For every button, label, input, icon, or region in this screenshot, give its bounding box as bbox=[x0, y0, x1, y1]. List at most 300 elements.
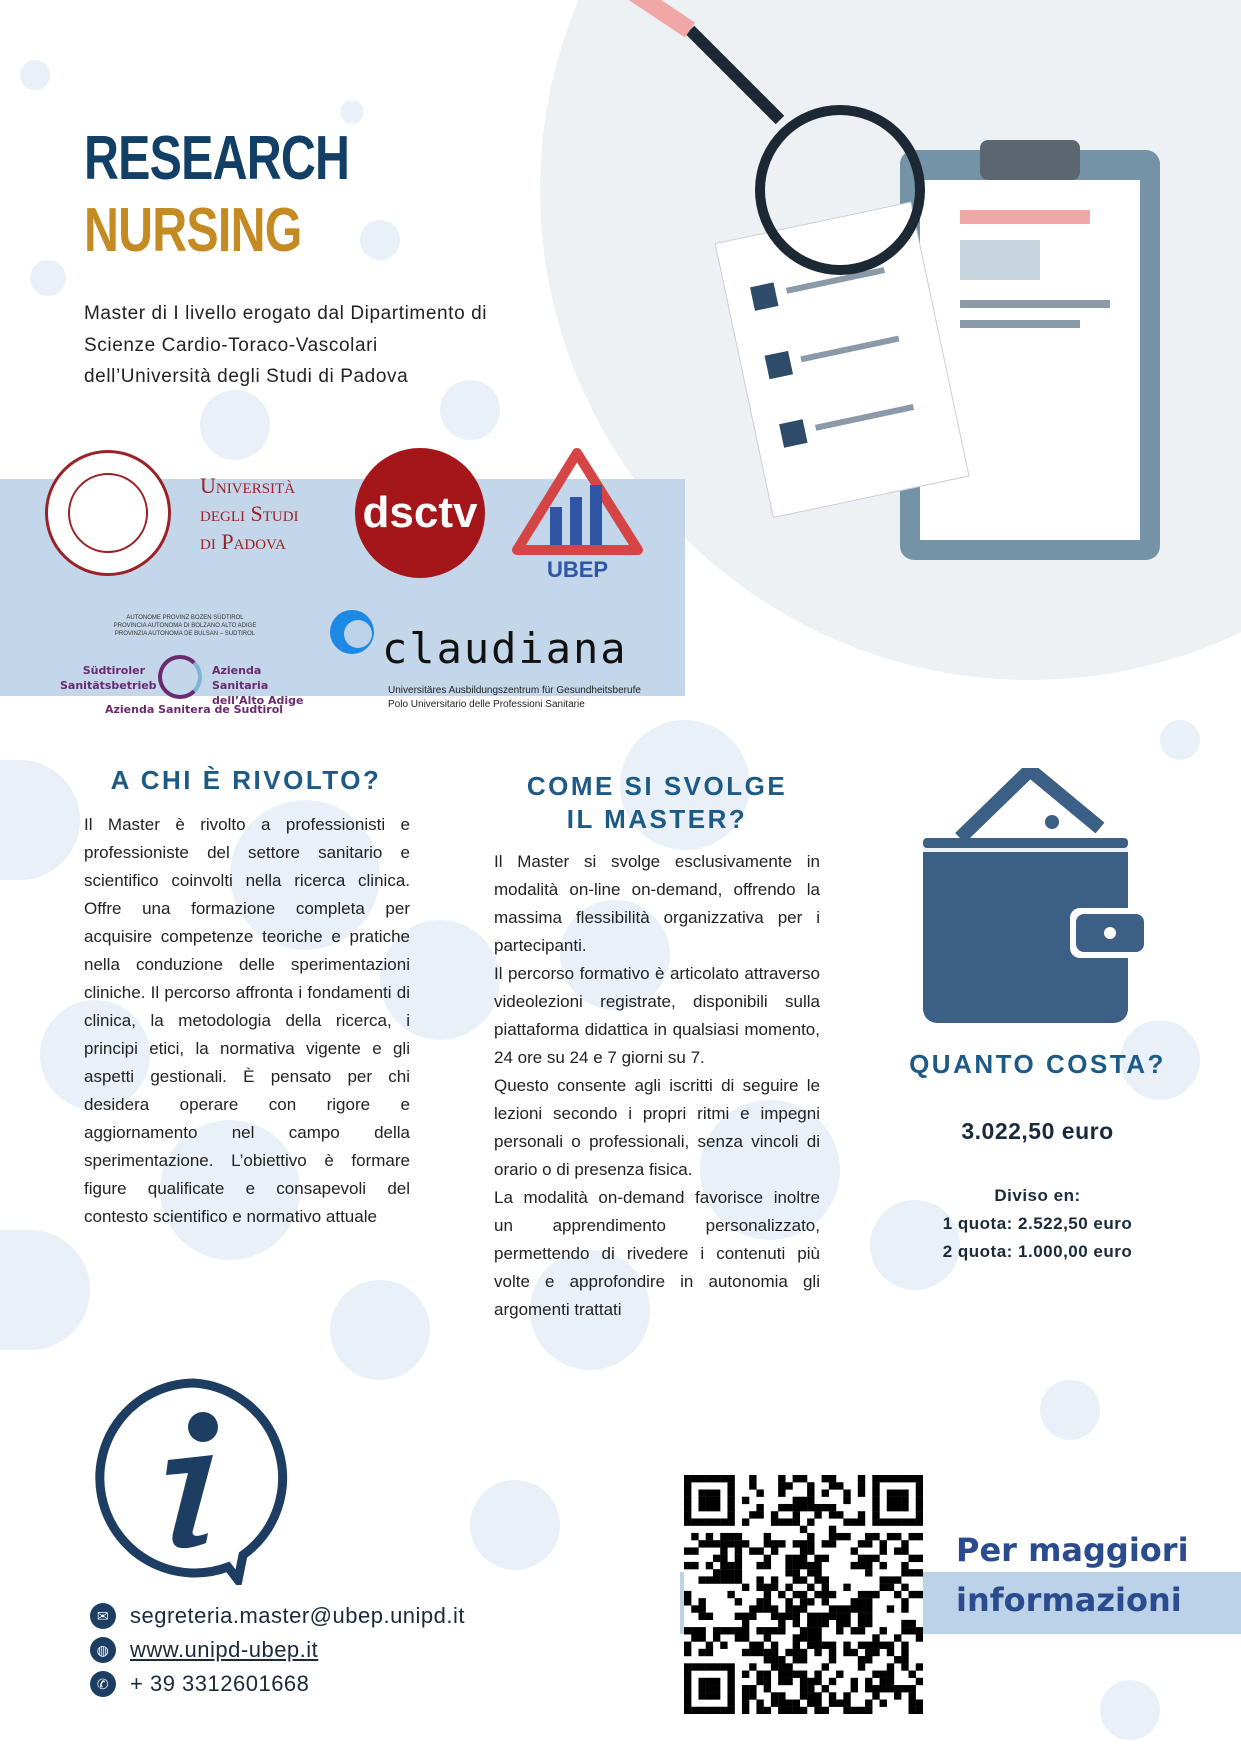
qr-module bbox=[720, 1627, 727, 1634]
phone-number[interactable]: + 39 3312601668 bbox=[130, 1671, 310, 1696]
qr-module bbox=[713, 1685, 720, 1692]
qr-module bbox=[698, 1627, 705, 1634]
qr-module bbox=[901, 1627, 908, 1634]
qr-module bbox=[880, 1642, 887, 1649]
qr-module bbox=[698, 1540, 705, 1547]
qr-module bbox=[742, 1692, 749, 1699]
qr-module bbox=[778, 1591, 785, 1598]
qr-module bbox=[684, 1649, 691, 1656]
qr-module bbox=[691, 1475, 698, 1482]
qr-module bbox=[851, 1562, 858, 1569]
qr-code[interactable] bbox=[684, 1475, 923, 1714]
qr-module bbox=[756, 1547, 763, 1554]
qr-module bbox=[684, 1547, 691, 1554]
qr-module bbox=[800, 1627, 807, 1634]
qr-module bbox=[785, 1663, 792, 1670]
qr-module bbox=[756, 1605, 763, 1612]
qr-module bbox=[771, 1576, 778, 1583]
qr-module bbox=[901, 1540, 908, 1547]
qr-module bbox=[785, 1562, 792, 1569]
provincia-text: PROVINCIA AUTONOMA DI BOLZANO ALTO ADIGE bbox=[113, 623, 257, 629]
qr-module bbox=[706, 1489, 713, 1496]
section-text-come-si-svolge bbox=[494, 848, 820, 1324]
qr-module bbox=[698, 1692, 705, 1699]
qr-module bbox=[814, 1642, 821, 1649]
qr-module bbox=[764, 1533, 771, 1540]
qr-module bbox=[822, 1707, 829, 1714]
qr-module bbox=[814, 1692, 821, 1699]
qr-module bbox=[851, 1518, 858, 1525]
qr-module bbox=[858, 1613, 865, 1620]
qr-module bbox=[742, 1634, 749, 1641]
qr-module bbox=[727, 1707, 734, 1714]
quota-2: 2 quota: 1.000,00 euro bbox=[942, 1242, 1133, 1261]
qr-module bbox=[684, 1497, 691, 1504]
qr-module bbox=[858, 1518, 865, 1525]
qr-module bbox=[865, 1540, 872, 1547]
qr-module bbox=[916, 1489, 923, 1496]
subtitle bbox=[84, 298, 487, 393]
qr-module bbox=[858, 1482, 865, 1489]
qr-module bbox=[684, 1707, 691, 1714]
qr-module bbox=[901, 1649, 908, 1656]
qr-module bbox=[698, 1518, 705, 1525]
qr-module bbox=[901, 1569, 908, 1576]
ubep-logo bbox=[510, 445, 645, 585]
qr-module bbox=[807, 1685, 814, 1692]
qr-module bbox=[778, 1613, 785, 1620]
qr-module bbox=[909, 1591, 916, 1598]
qr-module bbox=[901, 1518, 908, 1525]
qr-module bbox=[684, 1518, 691, 1525]
qr-module bbox=[742, 1685, 749, 1692]
qr-module bbox=[698, 1605, 705, 1612]
qr-module bbox=[785, 1649, 792, 1656]
qr-module bbox=[894, 1692, 901, 1699]
qr-module bbox=[822, 1584, 829, 1591]
qr-module bbox=[901, 1685, 908, 1692]
qr-module bbox=[836, 1482, 843, 1489]
qr-module bbox=[814, 1569, 821, 1576]
qr-module bbox=[698, 1475, 705, 1482]
qr-module bbox=[785, 1482, 792, 1489]
qr-module bbox=[706, 1707, 713, 1714]
qr-module bbox=[742, 1649, 749, 1656]
qr-module bbox=[749, 1613, 756, 1620]
qr-module bbox=[916, 1511, 923, 1518]
qr-module bbox=[909, 1533, 916, 1540]
asdaa-text: Südtiroler bbox=[82, 664, 145, 677]
qr-module bbox=[735, 1562, 742, 1569]
qr-module bbox=[909, 1627, 916, 1634]
qr-module bbox=[909, 1671, 916, 1678]
qr-module bbox=[865, 1649, 872, 1656]
qr-module bbox=[778, 1627, 785, 1634]
qr-module bbox=[901, 1663, 908, 1670]
qr-module bbox=[698, 1497, 705, 1504]
qr-module bbox=[713, 1497, 720, 1504]
qr-module bbox=[807, 1569, 814, 1576]
qr-module bbox=[916, 1475, 923, 1482]
qr-module bbox=[822, 1489, 829, 1496]
asdaa-text: dell’Alto Adige bbox=[212, 694, 304, 707]
qr-module bbox=[713, 1678, 720, 1685]
qr-module bbox=[807, 1540, 814, 1547]
qr-module bbox=[742, 1707, 749, 1714]
qr-module bbox=[807, 1518, 814, 1525]
qr-module bbox=[684, 1511, 691, 1518]
qr-module bbox=[822, 1555, 829, 1562]
qr-module bbox=[778, 1620, 785, 1627]
qr-module bbox=[872, 1518, 879, 1525]
paragraph: Il percorso formativo è articolato attraverso videolezioni registrate, disponibili sulla piattaforma didattica in qualsiasi momento, 24 ore su 24 e 7 giorni su 7. bbox=[494, 964, 820, 1067]
qr-module bbox=[785, 1700, 792, 1707]
qr-module bbox=[865, 1685, 872, 1692]
qr-module bbox=[684, 1642, 691, 1649]
qr-module bbox=[901, 1656, 908, 1663]
qr-module bbox=[836, 1511, 843, 1518]
qr-module bbox=[749, 1642, 756, 1649]
qr-module bbox=[720, 1533, 727, 1540]
qr-module bbox=[720, 1642, 727, 1649]
qr-module bbox=[785, 1678, 792, 1685]
dsctv-logo bbox=[355, 448, 485, 578]
qr-module bbox=[916, 1497, 923, 1504]
qr-module bbox=[706, 1678, 713, 1685]
qr-module bbox=[706, 1475, 713, 1482]
qr-module bbox=[909, 1685, 916, 1692]
qr-module bbox=[807, 1700, 814, 1707]
qr-module bbox=[858, 1598, 865, 1605]
qr-module bbox=[698, 1634, 705, 1641]
qr-module bbox=[735, 1613, 742, 1620]
qr-module bbox=[887, 1678, 894, 1685]
qr-module bbox=[778, 1700, 785, 1707]
provincia-logo bbox=[100, 614, 270, 638]
qr-module bbox=[901, 1547, 908, 1554]
qr-module bbox=[814, 1511, 821, 1518]
phone-icon: ✆ bbox=[90, 1671, 116, 1697]
qr-module bbox=[829, 1678, 836, 1685]
subtitle-line: Scienze Cardio-Toraco-Vascolari bbox=[84, 334, 378, 356]
qr-module bbox=[807, 1504, 814, 1511]
qr-module bbox=[887, 1671, 894, 1678]
qr-module bbox=[829, 1511, 836, 1518]
qr-module bbox=[800, 1504, 807, 1511]
qr-module bbox=[764, 1649, 771, 1656]
qr-module bbox=[793, 1504, 800, 1511]
qr-module bbox=[858, 1605, 865, 1612]
qr-module bbox=[800, 1547, 807, 1554]
qr-module bbox=[793, 1518, 800, 1525]
qr-module bbox=[698, 1649, 705, 1656]
qr-module bbox=[742, 1671, 749, 1678]
qr-module bbox=[727, 1685, 734, 1692]
claudiana-name: claudiana bbox=[382, 624, 628, 673]
qr-module bbox=[735, 1540, 742, 1547]
qr-module bbox=[872, 1511, 879, 1518]
qr-module bbox=[807, 1533, 814, 1540]
qr-module bbox=[698, 1489, 705, 1496]
heading-line: COME SI SVOLGE bbox=[526, 771, 788, 801]
qr-module bbox=[865, 1605, 872, 1612]
qr-module bbox=[793, 1475, 800, 1482]
qr-module bbox=[807, 1497, 814, 1504]
qr-module bbox=[778, 1475, 785, 1482]
qr-module bbox=[698, 1613, 705, 1620]
qr-module bbox=[735, 1547, 742, 1554]
qr-module bbox=[894, 1547, 901, 1554]
website-link[interactable]: www.unipd-ubep.it bbox=[130, 1637, 319, 1662]
qr-module bbox=[771, 1584, 778, 1591]
qr-module bbox=[901, 1598, 908, 1605]
qr-module bbox=[735, 1576, 742, 1583]
qr-module bbox=[822, 1613, 829, 1620]
qr-module bbox=[742, 1613, 749, 1620]
qr-module bbox=[713, 1555, 720, 1562]
qr-module bbox=[822, 1685, 829, 1692]
qr-module bbox=[894, 1504, 901, 1511]
qr-module bbox=[901, 1489, 908, 1496]
qr-module bbox=[727, 1678, 734, 1685]
qr-module bbox=[887, 1489, 894, 1496]
qr-module bbox=[843, 1692, 850, 1699]
qr-module bbox=[749, 1685, 756, 1692]
qr-module bbox=[916, 1533, 923, 1540]
qr-module bbox=[793, 1707, 800, 1714]
qr-module bbox=[851, 1627, 858, 1634]
qr-module bbox=[684, 1678, 691, 1685]
qr-module bbox=[800, 1526, 807, 1533]
qr-module bbox=[727, 1700, 734, 1707]
qr-module bbox=[909, 1620, 916, 1627]
qr-module bbox=[793, 1562, 800, 1569]
qr-module bbox=[807, 1627, 814, 1634]
qr-module bbox=[691, 1605, 698, 1612]
qr-module bbox=[901, 1562, 908, 1569]
paragraph: La modalità on-demand favorisce inoltre un apprendimento personalizzato, permettendo di rivedere i contenuti più volte e approfondire in autonomia gli argomenti trattati bbox=[494, 1188, 820, 1319]
qr-module bbox=[691, 1634, 698, 1641]
qr-module bbox=[822, 1663, 829, 1670]
qr-module bbox=[800, 1634, 807, 1641]
qr-module bbox=[785, 1555, 792, 1562]
qr-module bbox=[807, 1634, 814, 1641]
qr-module bbox=[727, 1569, 734, 1576]
qr-module bbox=[749, 1482, 756, 1489]
qr-module bbox=[858, 1627, 865, 1634]
qr-module bbox=[720, 1540, 727, 1547]
qr-module bbox=[785, 1569, 792, 1576]
qr-module bbox=[843, 1707, 850, 1714]
qr-module bbox=[691, 1627, 698, 1634]
qr-module bbox=[698, 1598, 705, 1605]
qr-module bbox=[684, 1489, 691, 1496]
qr-module bbox=[887, 1649, 894, 1656]
qr-module bbox=[822, 1540, 829, 1547]
qr-module bbox=[887, 1533, 894, 1540]
qr-module bbox=[843, 1533, 850, 1540]
qr-module bbox=[727, 1562, 734, 1569]
asdaa-text: Sanitätsbetrieb bbox=[60, 679, 157, 692]
qr-module bbox=[749, 1649, 756, 1656]
qr-module bbox=[822, 1591, 829, 1598]
qr-module bbox=[894, 1656, 901, 1663]
qr-module bbox=[901, 1504, 908, 1511]
qr-module bbox=[742, 1700, 749, 1707]
qr-module bbox=[901, 1620, 908, 1627]
qr-module bbox=[727, 1671, 734, 1678]
qr-module bbox=[872, 1533, 879, 1540]
qr-module bbox=[822, 1504, 829, 1511]
price-split bbox=[870, 1182, 1205, 1266]
section-heading-come-si-svolge bbox=[494, 770, 820, 836]
qr-module bbox=[851, 1649, 858, 1656]
qr-module bbox=[829, 1540, 836, 1547]
qr-module bbox=[865, 1620, 872, 1627]
qr-module bbox=[771, 1692, 778, 1699]
qr-module bbox=[880, 1671, 887, 1678]
qr-module bbox=[713, 1489, 720, 1496]
qr-module bbox=[706, 1518, 713, 1525]
qr-module bbox=[756, 1678, 763, 1685]
paragraph: Il Master si svolge esclusivamente in modalità on-line on-demand, offrendo la massima flessibilità organizzativa per i partecipanti. bbox=[494, 852, 820, 955]
qr-module bbox=[720, 1707, 727, 1714]
qr-module bbox=[684, 1671, 691, 1678]
email-link[interactable]: segreteria.master@ubep.unipd.it bbox=[130, 1603, 466, 1628]
qr-module bbox=[756, 1700, 763, 1707]
qr-module bbox=[865, 1591, 872, 1598]
qr-module bbox=[698, 1576, 705, 1583]
qr-module bbox=[909, 1700, 916, 1707]
qr-module bbox=[771, 1540, 778, 1547]
qr-module bbox=[807, 1678, 814, 1685]
qr-module bbox=[764, 1627, 771, 1634]
qr-module bbox=[771, 1511, 778, 1518]
qr-module bbox=[865, 1598, 872, 1605]
qr-module bbox=[793, 1555, 800, 1562]
qr-module bbox=[793, 1656, 800, 1663]
qr-module bbox=[706, 1540, 713, 1547]
qr-module bbox=[684, 1504, 691, 1511]
qr-module bbox=[916, 1555, 923, 1562]
qr-module bbox=[706, 1649, 713, 1656]
qr-module bbox=[778, 1678, 785, 1685]
qr-module bbox=[858, 1475, 865, 1482]
qr-module bbox=[872, 1475, 879, 1482]
qr-module bbox=[706, 1613, 713, 1620]
qr-module bbox=[778, 1504, 785, 1511]
paragraph: Questo consente agli iscritti di seguire le lezioni secondo i propri ritmi e impegni personali o professionali, senza vincoli di orario o di presenza fisica. bbox=[494, 1076, 820, 1179]
qr-module bbox=[865, 1555, 872, 1562]
qr-module bbox=[909, 1707, 916, 1714]
qr-module bbox=[713, 1627, 720, 1634]
qr-module bbox=[727, 1692, 734, 1699]
qr-module bbox=[764, 1540, 771, 1547]
qr-module bbox=[720, 1547, 727, 1554]
qr-module bbox=[771, 1518, 778, 1525]
provincia-text: PROVINZIA AUTONOMA DE BULSAN – SUDTIROL bbox=[114, 631, 256, 637]
heading-line: IL MASTER? bbox=[566, 804, 748, 834]
qr-module bbox=[749, 1511, 756, 1518]
qr-module bbox=[713, 1504, 720, 1511]
qr-module bbox=[764, 1707, 771, 1714]
qr-module bbox=[872, 1649, 879, 1656]
qr-module bbox=[756, 1576, 763, 1583]
qr-module bbox=[800, 1605, 807, 1612]
qr-module bbox=[901, 1497, 908, 1504]
qr-module bbox=[771, 1627, 778, 1634]
qr-module bbox=[880, 1547, 887, 1554]
section-text-a-chi-e-rivolto: Il Master è rivolto a professionisti e professioniste del settore sanitario e scientifico coinvolti nella ricerca clinica. Offre una formazione completa per acquisire competenze teoriche e pratiche nella conduzione delle sperimentazioni cliniche. Il percorso affronta i fondamenti di clinica, la metodologia della ricerca, i principi etici, la normativa vigente e gli aspetti gestionali. È pensato per chi desidera operare con rigore e aggiornamento nel campo della sperimentazione. L’obiettivo è formare figure qualificate e consapevoli del contesto scientifico e normativo attuale bbox=[84, 815, 410, 1226]
qr-module bbox=[829, 1526, 836, 1533]
wallet-icon bbox=[920, 768, 1152, 1029]
qr-module bbox=[814, 1613, 821, 1620]
qr-module bbox=[793, 1700, 800, 1707]
qr-module bbox=[814, 1634, 821, 1641]
qr-module bbox=[843, 1649, 850, 1656]
qr-module bbox=[800, 1576, 807, 1583]
qr-module bbox=[887, 1475, 894, 1482]
qr-module bbox=[909, 1555, 916, 1562]
qr-module bbox=[706, 1685, 713, 1692]
qr-module bbox=[684, 1685, 691, 1692]
qr-module bbox=[872, 1489, 879, 1496]
qr-module bbox=[829, 1605, 836, 1612]
qr-module bbox=[909, 1569, 916, 1576]
qr-module bbox=[814, 1707, 821, 1714]
qr-module bbox=[778, 1707, 785, 1714]
qr-module bbox=[793, 1576, 800, 1583]
qr-module bbox=[713, 1475, 720, 1482]
qr-module bbox=[785, 1707, 792, 1714]
qr-module bbox=[880, 1685, 887, 1692]
qr-module bbox=[749, 1605, 756, 1612]
qr-module bbox=[865, 1642, 872, 1649]
qr-module bbox=[829, 1504, 836, 1511]
qr-module bbox=[764, 1584, 771, 1591]
title-research: RESEARCH bbox=[84, 124, 350, 193]
qr-module bbox=[698, 1678, 705, 1685]
qr-module bbox=[901, 1642, 908, 1649]
qr-module bbox=[756, 1642, 763, 1649]
contact-website bbox=[90, 1637, 318, 1663]
qr-module bbox=[829, 1482, 836, 1489]
qr-module bbox=[807, 1620, 814, 1627]
qr-module bbox=[793, 1649, 800, 1656]
qr-module bbox=[829, 1613, 836, 1620]
qr-module bbox=[691, 1547, 698, 1554]
qr-module bbox=[749, 1663, 756, 1670]
qr-module bbox=[836, 1620, 843, 1627]
qr-module bbox=[756, 1504, 763, 1511]
qr-module bbox=[793, 1620, 800, 1627]
qr-module bbox=[684, 1692, 691, 1699]
qr-module bbox=[698, 1663, 705, 1670]
total-price: 3.022,50 euro bbox=[961, 1118, 1114, 1144]
qr-module bbox=[706, 1533, 713, 1540]
qr-module bbox=[727, 1627, 734, 1634]
qr-module bbox=[778, 1663, 785, 1670]
qr-module bbox=[807, 1598, 814, 1605]
qr-module bbox=[836, 1671, 843, 1678]
contact-phone bbox=[90, 1671, 309, 1697]
qr-module bbox=[858, 1540, 865, 1547]
qr-module bbox=[778, 1489, 785, 1496]
qr-module bbox=[793, 1511, 800, 1518]
qr-module bbox=[756, 1627, 763, 1634]
qr-module bbox=[829, 1700, 836, 1707]
qr-module bbox=[727, 1576, 734, 1583]
